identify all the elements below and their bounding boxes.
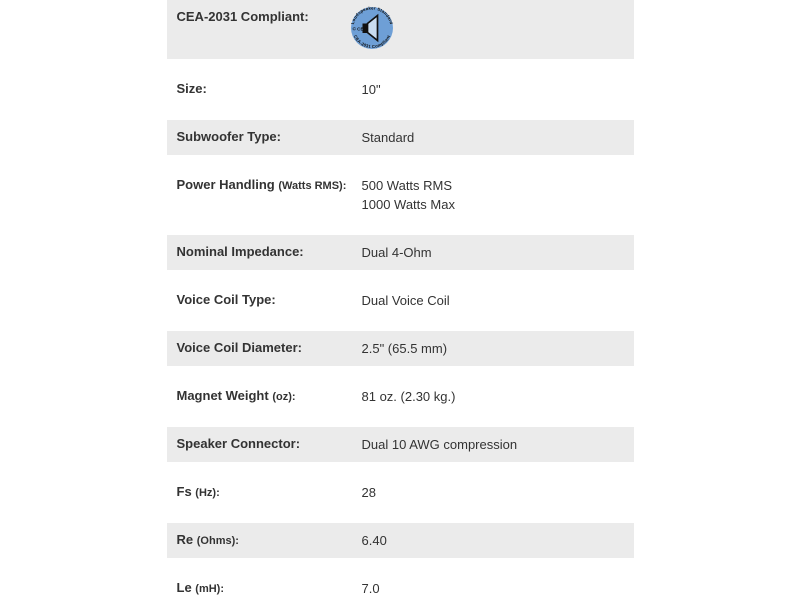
spec-value: [362, 579, 624, 598]
spec-row-nominal-impedance: [167, 235, 634, 270]
spec-value-line: Standard: [361, 130, 415, 145]
spec-label: [177, 176, 362, 195]
spec-value: [362, 387, 624, 406]
spec-value-line: 2.5" (65.5 mm): [361, 341, 448, 356]
spec-label-main: Voice Coil Type:: [176, 292, 276, 307]
spec-value-line: 1000 Watts Max: [361, 197, 455, 212]
spec-value: [362, 128, 624, 147]
spec-label-note: (oz):: [272, 391, 296, 403]
spec-row-subwoofer-type: [167, 120, 634, 155]
spec-label-main: Fs: [176, 484, 192, 499]
spec-label-main: Re: [176, 532, 194, 547]
spec-row-fs: [167, 475, 634, 510]
badge-arc-bottom-text: CEA-2031 Compliant: [352, 34, 391, 50]
spec-label-main: Voice Coil Diameter:: [176, 340, 302, 355]
spec-label: [177, 128, 362, 146]
spec-row-size: [167, 72, 634, 107]
spec-row-voice-coil-type: [167, 283, 634, 318]
spec-row-power-handling: [167, 168, 634, 222]
spec-value-line: Dual Voice Coil: [361, 293, 450, 308]
cea-2031-badge: [349, 5, 395, 51]
spec-label-main: Power Handling: [176, 177, 275, 192]
spec-table: [167, 0, 634, 600]
spec-value-line: Dual 10 AWG compression: [361, 437, 518, 452]
spec-value: [362, 176, 624, 214]
spec-row-voice-coil-diameter: [167, 331, 634, 366]
spec-label: [177, 435, 362, 453]
spec-label-note: (Hz):: [195, 487, 220, 499]
spec-label-main: Subwoofer Type:: [176, 129, 281, 144]
spec-label: [177, 483, 362, 502]
spec-label: [177, 8, 362, 26]
badge-arc-top-text: Loudspeaker Standard: [349, 5, 394, 25]
spec-label: [177, 80, 362, 98]
spec-value: [362, 80, 624, 99]
spec-value: [362, 483, 624, 502]
spec-label: [177, 339, 362, 357]
spec-label: [177, 579, 362, 598]
spec-value-line: Dual 4-Ohm: [361, 245, 432, 260]
spec-row-le: [167, 571, 634, 600]
spec-value: [362, 291, 624, 310]
spec-label-main: Speaker Connector:: [176, 436, 301, 451]
spec-value: [362, 339, 624, 358]
spec-label: [177, 291, 362, 309]
spec-value-line: 7.0: [361, 581, 380, 596]
spec-label-note: (mH):: [195, 583, 225, 595]
spec-label-note: (Watts RMS):: [278, 180, 347, 192]
spec-label: [177, 387, 362, 406]
spec-label-main: Size:: [176, 81, 207, 96]
spec-value-line: 81 oz. (2.30 kg.): [361, 389, 456, 404]
spec-label-note: (Ohms):: [196, 535, 239, 547]
spec-label-main: CEA-2031 Compliant:: [176, 9, 309, 24]
badge-cea-text: © CEA.: [352, 26, 368, 32]
spec-value-line: 10": [361, 82, 381, 97]
spec-value: [362, 435, 624, 454]
spec-value-line: 6.40: [361, 533, 387, 548]
spec-row-cea-2031-compliant: [167, 0, 634, 59]
spec-value-line: 500 Watts RMS: [361, 178, 453, 193]
spec-label-main: Le: [176, 580, 192, 595]
spec-label-main: Nominal Impedance:: [176, 244, 304, 259]
spec-value: [362, 243, 624, 262]
spec-row-speaker-connector: [167, 427, 634, 462]
spec-label: [177, 243, 362, 261]
spec-row-magnet-weight: [167, 379, 634, 414]
spec-label-main: Magnet Weight: [176, 388, 269, 403]
spec-value: [349, 5, 624, 51]
spec-label: [177, 531, 362, 550]
spec-value-line: 28: [361, 485, 376, 500]
spec-row-re: [167, 523, 634, 558]
spec-value: [362, 531, 624, 550]
